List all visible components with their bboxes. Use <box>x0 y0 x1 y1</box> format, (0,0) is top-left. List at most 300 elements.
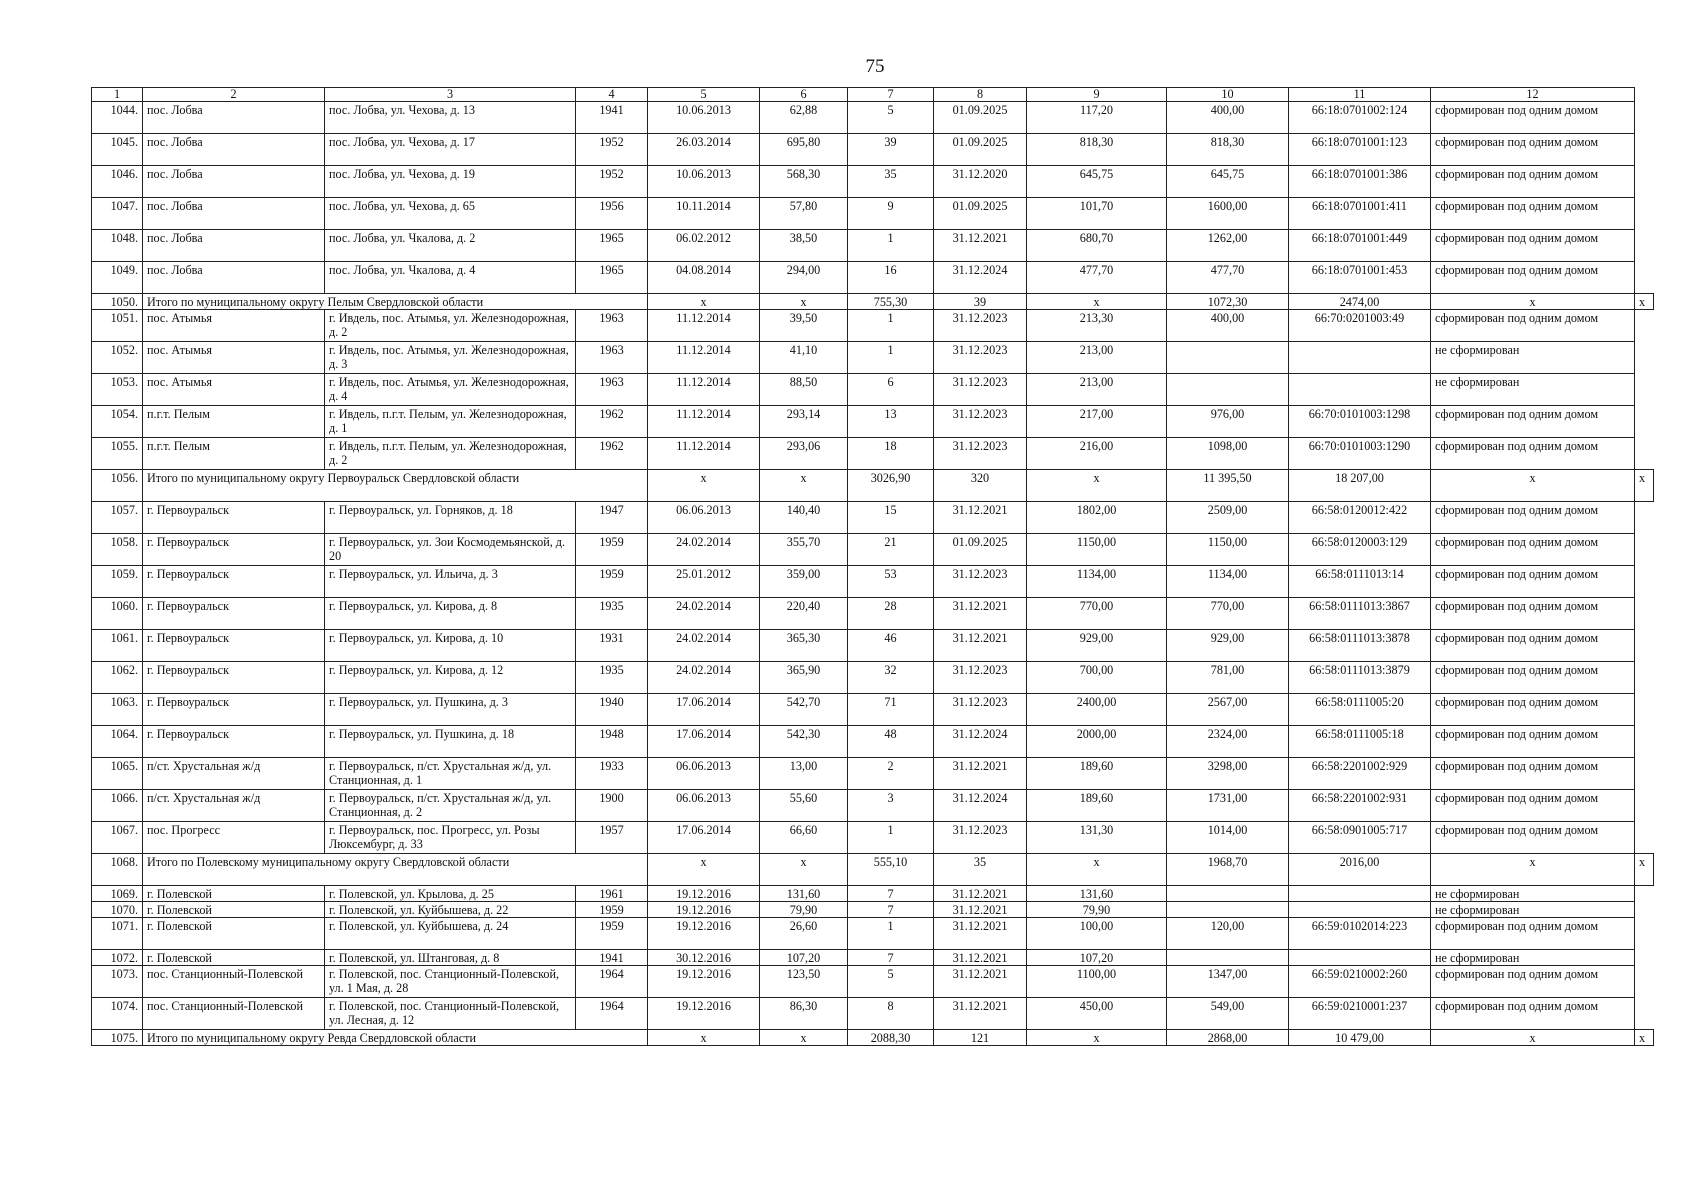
cell-c11: 66:70:0101003:1298 <box>1289 406 1431 438</box>
cell-c5: 11.12.2014 <box>648 342 760 374</box>
row-number-cell: 1047. <box>92 198 143 230</box>
column-header: 10 <box>1167 88 1289 102</box>
table-row <box>92 342 1654 374</box>
table-total-row <box>92 1030 1654 1046</box>
cell-c7: 5 <box>848 966 934 998</box>
cell-c9: 131,60 <box>1027 886 1167 902</box>
cell-c8: 01.09.2025 <box>934 198 1027 230</box>
cell-c10 <box>1167 902 1289 918</box>
row-number-cell: 1062. <box>92 662 143 694</box>
cell-c11: 66:58:0111013:14 <box>1289 566 1431 598</box>
address-cell: г. Первоуральск, п/ст. Хрустальная ж/д, ул. Станционная, д. 1 <box>325 758 576 790</box>
cell-c10: 1731,00 <box>1167 790 1289 822</box>
cell-c7: 7 <box>848 950 934 966</box>
table-row <box>92 598 1654 630</box>
cell-c5: 17.06.2014 <box>648 822 760 854</box>
cell-c7: 18 <box>848 438 934 470</box>
cell-c6: 2088,30 <box>848 1030 934 1046</box>
cell-c10: 1262,00 <box>1167 230 1289 262</box>
settlement-cell: п/ст. Хрустальная ж/д <box>143 758 325 790</box>
page-number: 75 <box>865 56 885 77</box>
cell-c8: 31.12.2021 <box>934 598 1027 630</box>
table-row <box>92 230 1654 262</box>
cell-c12: сформирован под одним домом <box>1431 662 1635 694</box>
cell-c9: 117,20 <box>1027 102 1167 134</box>
table-row <box>92 134 1654 166</box>
cell-c5: 17.06.2014 <box>648 694 760 726</box>
cell-c11: 66:18:0701001:449 <box>1289 230 1431 262</box>
housing-registry-table <box>91 87 1654 1046</box>
table-row <box>92 726 1654 758</box>
address-cell: г. Первоуральск, ул. Пушкина, д. 3 <box>325 694 576 726</box>
cell-c4: 1940 <box>576 694 648 726</box>
cell-c12: не сформирован <box>1431 374 1635 406</box>
cell-c12: сформирован под одним домом <box>1431 630 1635 662</box>
cell-c6: 26,60 <box>760 918 848 950</box>
cell-c12: x <box>1635 294 1654 310</box>
cell-c6: 123,50 <box>760 966 848 998</box>
cell-c12: x <box>1635 854 1654 886</box>
table-body <box>92 102 1654 1046</box>
cell-c12: сформирован под одним домом <box>1431 134 1635 166</box>
cell-c7: 320 <box>934 470 1027 502</box>
cell-c4: 1965 <box>576 230 648 262</box>
cell-c11 <box>1289 342 1431 374</box>
cell-c12: не сформирован <box>1431 342 1635 374</box>
cell-c10: 818,30 <box>1167 134 1289 166</box>
cell-c5: 19.12.2016 <box>648 886 760 902</box>
cell-c6: 293,14 <box>760 406 848 438</box>
cell-c4: 1956 <box>576 198 648 230</box>
cell-c4: 1961 <box>576 886 648 902</box>
row-number-cell: 1069. <box>92 886 143 902</box>
settlement-cell: пос. Атымья <box>143 374 325 406</box>
cell-c5: 30.12.2016 <box>648 950 760 966</box>
cell-c6: 294,00 <box>760 262 848 294</box>
table-row <box>92 502 1654 534</box>
total-label-cell: Итого по муниципальному округу Пелым Свердловской области <box>143 294 648 310</box>
cell-c4: 1959 <box>576 902 648 918</box>
cell-c4: 1964 <box>576 966 648 998</box>
row-number-cell: 1072. <box>92 950 143 966</box>
settlement-cell: п.г.т. Пелым <box>143 438 325 470</box>
cell-c4: 1962 <box>576 438 648 470</box>
cell-c9: 217,00 <box>1027 406 1167 438</box>
column-header-row <box>92 88 1654 102</box>
settlement-cell: г. Полевской <box>143 918 325 950</box>
cell-c6: 55,60 <box>760 790 848 822</box>
column-header: 8 <box>934 88 1027 102</box>
cell-c7: 2 <box>848 758 934 790</box>
cell-c12: не сформирован <box>1431 950 1635 966</box>
cell-c12: сформирован под одним домом <box>1431 406 1635 438</box>
cell-c10: 3298,00 <box>1167 758 1289 790</box>
cell-c8: 31.12.2023 <box>934 310 1027 342</box>
row-number-cell: 1051. <box>92 310 143 342</box>
cell-c10: 1600,00 <box>1167 198 1289 230</box>
table-total-row <box>92 294 1654 310</box>
cell-c5: 10.06.2013 <box>648 166 760 198</box>
row-number-cell: 1057. <box>92 502 143 534</box>
settlement-cell: г. Первоуральск <box>143 694 325 726</box>
cell-c6: 41,10 <box>760 342 848 374</box>
cell-c8: 31.12.2023 <box>934 438 1027 470</box>
cell-c7: 3 <box>848 790 934 822</box>
address-cell: г. Первоуральск, ул. Кирова, д. 12 <box>325 662 576 694</box>
cell-c11: 66:18:0701002:124 <box>1289 102 1431 134</box>
cell-c4: 1948 <box>576 726 648 758</box>
cell-c7: 9 <box>848 198 934 230</box>
cell-c4: 1947 <box>576 502 648 534</box>
cell-c9: 1150,00 <box>1027 534 1167 566</box>
settlement-cell: г. Первоуральск <box>143 662 325 694</box>
cell-c6: 365,90 <box>760 662 848 694</box>
table-row <box>92 886 1654 902</box>
cell-c10: 549,00 <box>1167 998 1289 1030</box>
cell-c5: 24.02.2014 <box>648 662 760 694</box>
table-row <box>92 966 1654 998</box>
table-row <box>92 406 1654 438</box>
cell-c11: 66:58:0120003:129 <box>1289 534 1431 566</box>
row-number-cell: 1045. <box>92 134 143 166</box>
cell-c11: x <box>1431 1030 1635 1046</box>
cell-c9: 107,20 <box>1027 950 1167 966</box>
row-number-cell: 1050. <box>92 294 143 310</box>
cell-c10 <box>1167 374 1289 406</box>
cell-c4: 1900 <box>576 790 648 822</box>
address-cell: г. Первоуральск, ул. Горняков, д. 18 <box>325 502 576 534</box>
cell-c4: 1959 <box>576 918 648 950</box>
cell-c6: 86,30 <box>760 998 848 1030</box>
cell-c4: 1935 <box>576 662 648 694</box>
column-header: 2 <box>143 88 325 102</box>
cell-c4: 1941 <box>576 102 648 134</box>
cell-c8: 31.12.2024 <box>934 790 1027 822</box>
table-row <box>92 374 1654 406</box>
cell-c5: 06.02.2012 <box>648 230 760 262</box>
cell-c10: 400,00 <box>1167 310 1289 342</box>
cell-c6: 542,30 <box>760 726 848 758</box>
settlement-cell: пос. Лобва <box>143 166 325 198</box>
cell-c9: 1802,00 <box>1027 502 1167 534</box>
cell-c6: 359,00 <box>760 566 848 598</box>
column-header: 6 <box>760 88 848 102</box>
settlement-cell: пос. Станционный-Полевской <box>143 998 325 1030</box>
table-row <box>92 534 1654 566</box>
row-number-cell: 1067. <box>92 822 143 854</box>
cell-c9: 450,00 <box>1027 998 1167 1030</box>
table-total-row <box>92 470 1654 502</box>
cell-c6: 3026,90 <box>848 470 934 502</box>
address-cell: г. Первоуральск, ул. Пушкина, д. 18 <box>325 726 576 758</box>
cell-c10: 18 207,00 <box>1289 470 1431 502</box>
column-header: 5 <box>648 88 760 102</box>
cell-c4: 1935 <box>576 598 648 630</box>
cell-c12: сформирован под одним домом <box>1431 790 1635 822</box>
cell-c7: 53 <box>848 566 934 598</box>
cell-c6: 88,50 <box>760 374 848 406</box>
column-header: 3 <box>325 88 576 102</box>
cell-c8: 31.12.2023 <box>934 662 1027 694</box>
cell-c6: 131,60 <box>760 886 848 902</box>
cell-c11: 66:58:2201002:931 <box>1289 790 1431 822</box>
cell-c5: 11.12.2014 <box>648 374 760 406</box>
address-cell: пос. Лобва, ул. Чехова, д. 17 <box>325 134 576 166</box>
cell-c12: сформирован под одним домом <box>1431 534 1635 566</box>
cell-c11: 66:58:0111013:3878 <box>1289 630 1431 662</box>
cell-c6: 107,20 <box>760 950 848 966</box>
cell-c12: не сформирован <box>1431 902 1635 918</box>
row-number-cell: 1071. <box>92 918 143 950</box>
table-row <box>92 790 1654 822</box>
cell-c4: 1959 <box>576 534 648 566</box>
cell-c4: x <box>648 294 760 310</box>
cell-c10: 477,70 <box>1167 262 1289 294</box>
cell-c8: x <box>1027 854 1167 886</box>
cell-c10: 10 479,00 <box>1289 1030 1431 1046</box>
cell-c8: 31.12.2021 <box>934 758 1027 790</box>
cell-c9: 1134,00 <box>1027 566 1167 598</box>
cell-c10: 976,00 <box>1167 406 1289 438</box>
cell-c7: 21 <box>848 534 934 566</box>
cell-c7: 39 <box>934 294 1027 310</box>
cell-c4: 1963 <box>576 342 648 374</box>
cell-c8: 31.12.2023 <box>934 374 1027 406</box>
row-number-cell: 1075. <box>92 1030 143 1046</box>
row-number-cell: 1049. <box>92 262 143 294</box>
cell-c7: 5 <box>848 102 934 134</box>
cell-c4: 1941 <box>576 950 648 966</box>
cell-c6: 695,80 <box>760 134 848 166</box>
cell-c10: 1014,00 <box>1167 822 1289 854</box>
settlement-cell: г. Первоуральск <box>143 566 325 598</box>
cell-c6: 755,30 <box>848 294 934 310</box>
cell-c8: 31.12.2020 <box>934 166 1027 198</box>
cell-c10 <box>1167 950 1289 966</box>
cell-c6: 57,80 <box>760 198 848 230</box>
cell-c4: x <box>648 854 760 886</box>
settlement-cell: пос. Станционный-Полевской <box>143 966 325 998</box>
cell-c5: 06.06.2013 <box>648 502 760 534</box>
table-row <box>92 694 1654 726</box>
cell-c8: 31.12.2021 <box>934 902 1027 918</box>
cell-c4: 1963 <box>576 310 648 342</box>
cell-c9: 11 395,50 <box>1167 470 1289 502</box>
cell-c8: 31.12.2021 <box>934 950 1027 966</box>
cell-c5: 19.12.2016 <box>648 998 760 1030</box>
cell-c12: сформирован под одним домом <box>1431 998 1635 1030</box>
cell-c8: 31.12.2021 <box>934 998 1027 1030</box>
cell-c12: сформирован под одним домом <box>1431 758 1635 790</box>
table-total-row <box>92 854 1654 886</box>
cell-c9: 101,70 <box>1027 198 1167 230</box>
cell-c8: 31.12.2023 <box>934 566 1027 598</box>
column-header: 11 <box>1289 88 1431 102</box>
cell-c7: 28 <box>848 598 934 630</box>
table-row <box>92 198 1654 230</box>
settlement-cell: пос. Лобва <box>143 102 325 134</box>
row-number-cell: 1056. <box>92 470 143 502</box>
cell-c4: x <box>648 470 760 502</box>
address-cell: г. Полевской, ул. Куйбышева, д. 22 <box>325 902 576 918</box>
cell-c11: 66:70:0101003:1290 <box>1289 438 1431 470</box>
cell-c6: 355,70 <box>760 534 848 566</box>
table-row <box>92 262 1654 294</box>
cell-c5: 04.08.2014 <box>648 262 760 294</box>
cell-c9: 477,70 <box>1027 262 1167 294</box>
cell-c12: не сформирован <box>1431 886 1635 902</box>
address-cell: пос. Лобва, ул. Чехова, д. 65 <box>325 198 576 230</box>
row-number-cell: 1053. <box>92 374 143 406</box>
cell-c10: 1150,00 <box>1167 534 1289 566</box>
cell-c8: 31.12.2021 <box>934 966 1027 998</box>
cell-c10: 2016,00 <box>1289 854 1431 886</box>
address-cell: г. Первоуральск, ул. Зои Космодемьянской, д. 20 <box>325 534 576 566</box>
cell-c4: 1952 <box>576 166 648 198</box>
total-label-cell: Итого по муниципальному округу Ревда Свердловской области <box>143 1030 648 1046</box>
cell-c9: 216,00 <box>1027 438 1167 470</box>
cell-c11: 66:18:0701001:123 <box>1289 134 1431 166</box>
address-cell: г. Полевской, ул. Штанговая, д. 8 <box>325 950 576 966</box>
cell-c5: 24.02.2014 <box>648 598 760 630</box>
cell-c9: 929,00 <box>1027 630 1167 662</box>
column-header: 9 <box>1027 88 1167 102</box>
cell-c9: 79,90 <box>1027 902 1167 918</box>
cell-c9: 1072,30 <box>1167 294 1289 310</box>
table-row <box>92 902 1654 918</box>
cell-c9: 131,30 <box>1027 822 1167 854</box>
cell-c8: 01.09.2025 <box>934 102 1027 134</box>
cell-c5: 24.02.2014 <box>648 534 760 566</box>
cell-c11: 66:18:0701001:453 <box>1289 262 1431 294</box>
cell-c11: 66:58:0901005:717 <box>1289 822 1431 854</box>
cell-c12: сформирован под одним домом <box>1431 198 1635 230</box>
row-number-cell: 1046. <box>92 166 143 198</box>
row-number-cell: 1060. <box>92 598 143 630</box>
cell-c9: 2400,00 <box>1027 694 1167 726</box>
cell-c6: 66,60 <box>760 822 848 854</box>
cell-c11: 66:58:0111005:18 <box>1289 726 1431 758</box>
cell-c5: 06.06.2013 <box>648 790 760 822</box>
cell-c11: 66:58:0111013:3879 <box>1289 662 1431 694</box>
cell-c6: 79,90 <box>760 902 848 918</box>
cell-c5: x <box>760 854 848 886</box>
cell-c8: 01.09.2025 <box>934 534 1027 566</box>
cell-c12: сформирован под одним домом <box>1431 726 1635 758</box>
cell-c5: 19.12.2016 <box>648 918 760 950</box>
cell-c5: 19.12.2016 <box>648 902 760 918</box>
cell-c9: 189,60 <box>1027 790 1167 822</box>
address-cell: г. Полевской, ул. Крылова, д. 25 <box>325 886 576 902</box>
cell-c7: 1 <box>848 918 934 950</box>
cell-c8: x <box>1027 294 1167 310</box>
row-number-cell: 1061. <box>92 630 143 662</box>
cell-c6: 542,70 <box>760 694 848 726</box>
row-number-cell: 1044. <box>92 102 143 134</box>
cell-c5: 11.12.2014 <box>648 406 760 438</box>
address-cell: г. Первоуральск, ул. Кирова, д. 10 <box>325 630 576 662</box>
table-row <box>92 310 1654 342</box>
cell-c11 <box>1289 950 1431 966</box>
cell-c7: 8 <box>848 998 934 1030</box>
table-row <box>92 166 1654 198</box>
row-number-cell: 1059. <box>92 566 143 598</box>
cell-c6: 39,50 <box>760 310 848 342</box>
cell-c5: 17.06.2014 <box>648 726 760 758</box>
cell-c9: 213,00 <box>1027 374 1167 406</box>
address-cell: пос. Лобва, ул. Чкалова, д. 4 <box>325 262 576 294</box>
row-number-cell: 1073. <box>92 966 143 998</box>
column-header: 4 <box>576 88 648 102</box>
row-number-cell: 1052. <box>92 342 143 374</box>
cell-c8: 01.09.2025 <box>934 134 1027 166</box>
cell-c9: 680,70 <box>1027 230 1167 262</box>
cell-c8: 31.12.2021 <box>934 886 1027 902</box>
row-number-cell: 1074. <box>92 998 143 1030</box>
row-number-cell: 1070. <box>92 902 143 918</box>
cell-c11: 66:58:0111005:20 <box>1289 694 1431 726</box>
cell-c6: 293,06 <box>760 438 848 470</box>
cell-c4: 1959 <box>576 566 648 598</box>
cell-c12: сформирован под одним домом <box>1431 966 1635 998</box>
cell-c7: 48 <box>848 726 934 758</box>
cell-c7: 35 <box>848 166 934 198</box>
cell-c10: 2509,00 <box>1167 502 1289 534</box>
cell-c5: 11.12.2014 <box>648 438 760 470</box>
cell-c4: 1964 <box>576 998 648 1030</box>
cell-c11: 66:18:0701001:411 <box>1289 198 1431 230</box>
cell-c11: 66:58:0120012:422 <box>1289 502 1431 534</box>
cell-c10: 2324,00 <box>1167 726 1289 758</box>
address-cell: г. Первоуральск, ул. Кирова, д. 8 <box>325 598 576 630</box>
table-row <box>92 998 1654 1030</box>
cell-c4: x <box>648 1030 760 1046</box>
row-number-cell: 1066. <box>92 790 143 822</box>
address-cell: г. Ивдель, п.г.т. Пелым, ул. Железнодорожная, д. 2 <box>325 438 576 470</box>
cell-c8: 31.12.2023 <box>934 822 1027 854</box>
cell-c10: 400,00 <box>1167 102 1289 134</box>
settlement-cell: г. Полевской <box>143 886 325 902</box>
cell-c10: 1098,00 <box>1167 438 1289 470</box>
cell-c8: 31.12.2021 <box>934 230 1027 262</box>
cell-c10: 645,75 <box>1167 166 1289 198</box>
cell-c11: 66:18:0701001:386 <box>1289 166 1431 198</box>
settlement-cell: г. Первоуральск <box>143 598 325 630</box>
table-row <box>92 102 1654 134</box>
cell-c11: 66:70:0201003:49 <box>1289 310 1431 342</box>
cell-c5: x <box>760 1030 848 1046</box>
cell-c12: сформирован под одним домом <box>1431 694 1635 726</box>
cell-c10: 770,00 <box>1167 598 1289 630</box>
cell-c7: 7 <box>848 902 934 918</box>
cell-c10 <box>1167 342 1289 374</box>
column-header: 7 <box>848 88 934 102</box>
cell-c12: сформирован под одним домом <box>1431 166 1635 198</box>
cell-c9: 818,30 <box>1027 134 1167 166</box>
address-cell: г. Ивдель, пос. Атымья, ул. Железнодорожная, д. 3 <box>325 342 576 374</box>
cell-c8: 31.12.2021 <box>934 502 1027 534</box>
cell-c11: 66:59:0210002:260 <box>1289 966 1431 998</box>
row-number-cell: 1055. <box>92 438 143 470</box>
cell-c9: 770,00 <box>1027 598 1167 630</box>
cell-c11: x <box>1431 470 1635 502</box>
address-cell: пос. Лобва, ул. Чехова, д. 13 <box>325 102 576 134</box>
settlement-cell: пос. Лобва <box>143 134 325 166</box>
settlement-cell: г. Первоуральск <box>143 534 325 566</box>
cell-c4: 1963 <box>576 374 648 406</box>
cell-c4: 1957 <box>576 822 648 854</box>
cell-c9: 189,60 <box>1027 758 1167 790</box>
